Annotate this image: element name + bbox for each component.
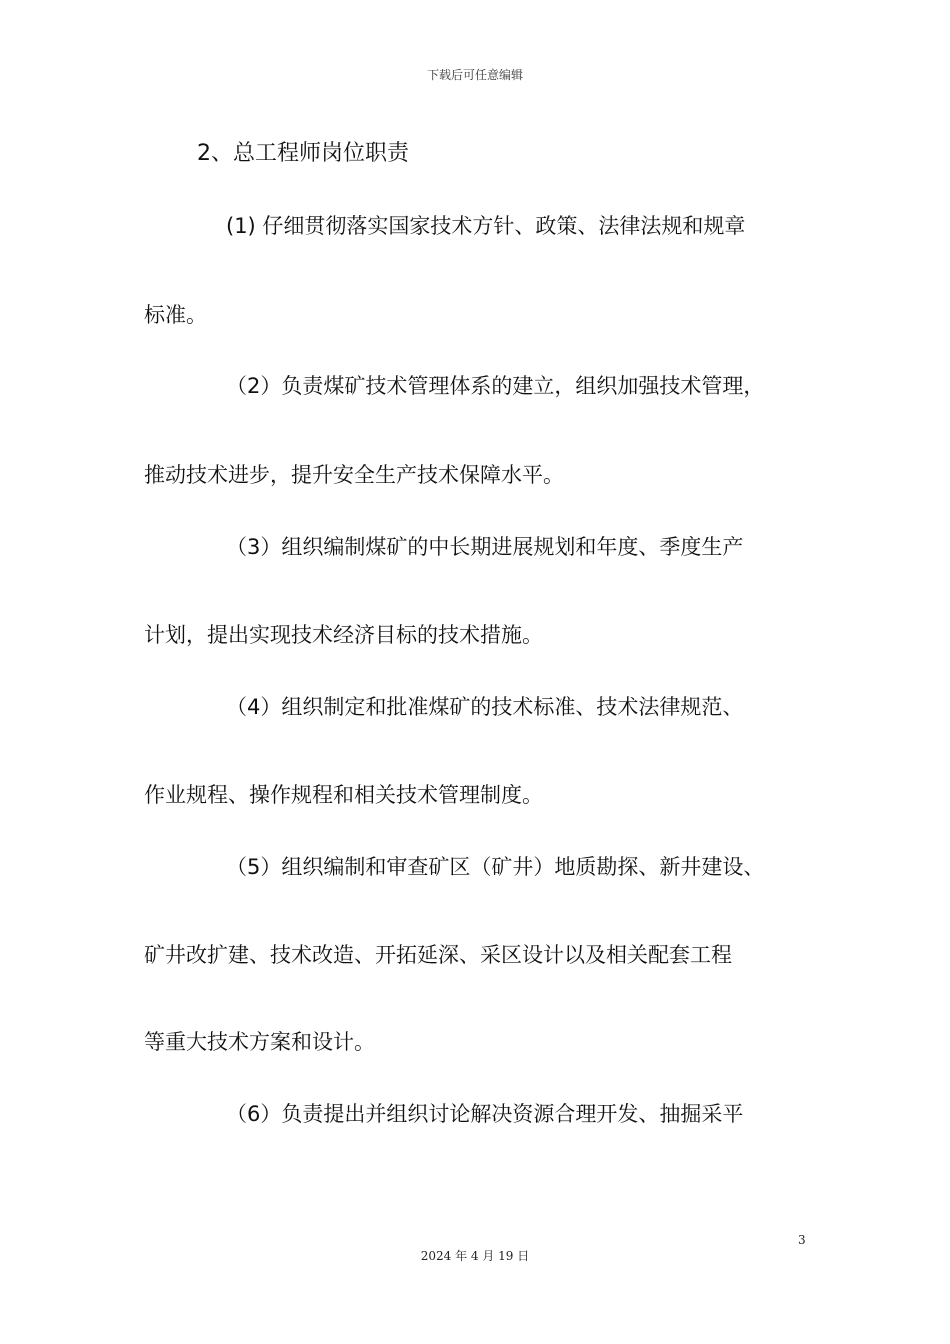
section-heading: 2、总工程师岗位职责 <box>197 141 409 166</box>
paragraph-line: 推动技术进步，提升安全生产技术保障水平。 <box>144 463 564 487</box>
paragraph-line: (1) 仔细贯彻落实国家技术方针、政策、法律法规和规章 <box>226 214 746 238</box>
paragraph-line: （2）负责煤矿技术管理体系的建立，组织加强技术管理， <box>226 374 765 398</box>
paragraph-line: 标准。 <box>144 303 207 327</box>
paragraph-line: （6）负责提出并组织讨论解决资源合理开发、抽掘采平 <box>226 1102 744 1126</box>
paragraph-line: 矿井改扩建、技术改造、开拓延深、采区设计以及相关配套工程 <box>144 943 732 967</box>
paragraph-line: 计划，提出实现技术经济目标的技术措施。 <box>144 623 543 647</box>
paragraph-line: （3）组织编制煤矿的中长期进展规划和年度、季度生产 <box>226 535 744 559</box>
paragraph-line: （5）组织编制和审查矿区（矿井）地质勘探、新井建设、 <box>226 855 765 879</box>
paragraph-line: （4）组织制定和批准煤矿的技术标准、技术法律规范、 <box>226 695 744 719</box>
paragraph-line: 等重大技术方案和设计。 <box>144 1030 375 1054</box>
paragraph-line: 作业规程、操作规程和相关技术管理制度。 <box>144 783 543 807</box>
page-number: 3 <box>798 1233 806 1247</box>
page-header: 下载后可任意编辑 <box>426 68 523 82</box>
page-footer-date: 2024 年 4 月 19 日 <box>420 1249 530 1263</box>
